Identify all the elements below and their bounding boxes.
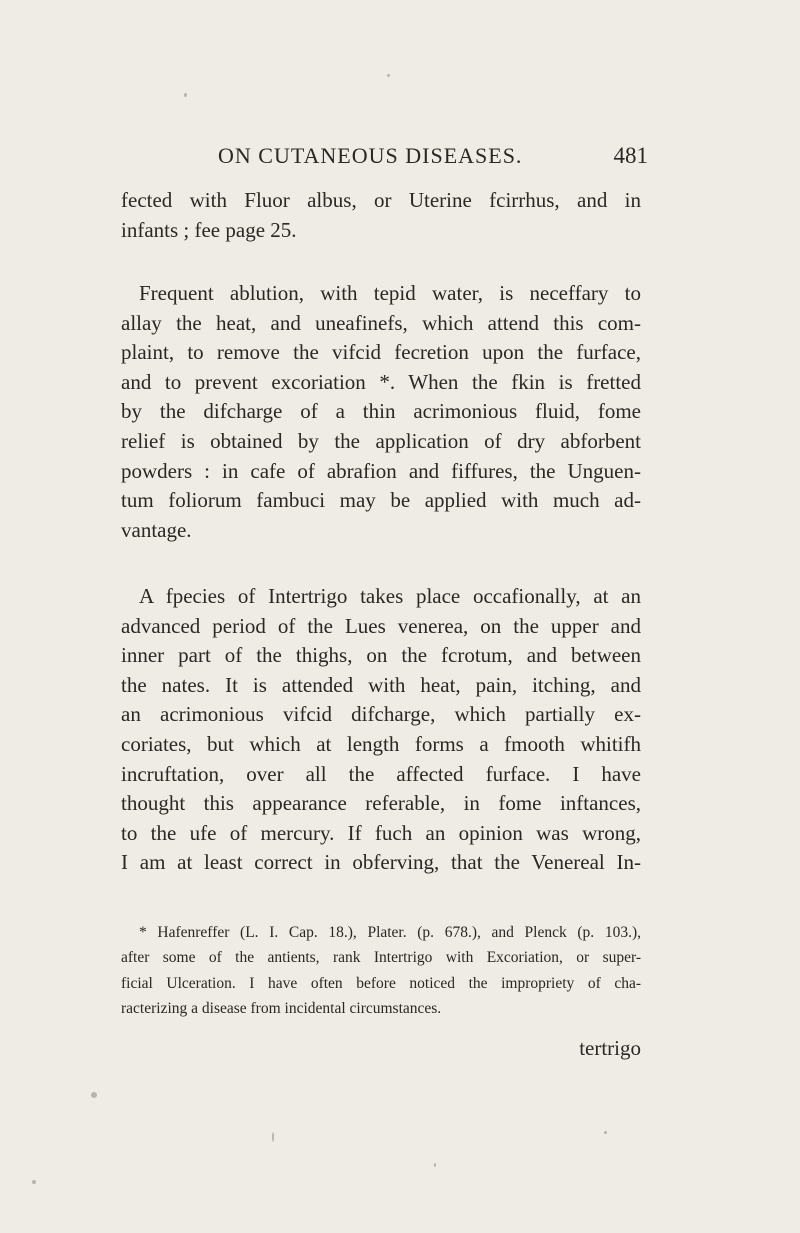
running-head: ON CUTANEOUS DISEASES.: [218, 143, 523, 168]
text-line: tum foliorum fambuci may be applied with much ad-: [121, 488, 641, 513]
text-line: fected with Fluor albus, or Uterine fcirrhus, and in: [121, 188, 641, 212]
text-line: inner part of the thighs, on the fcrotum, and between: [121, 643, 641, 668]
footnote: [121, 920, 641, 1021]
paper-speck: [604, 1131, 607, 1134]
text-line: incruftation, over all the affected furface. I have: [121, 761, 641, 786]
text-line: and to prevent excoriation *. When the fkin is fretted: [121, 369, 641, 394]
text-line: infants ; fee page 25.: [121, 217, 297, 242]
text-line: coriates, but which at length forms a fmooth whitifh: [121, 731, 641, 756]
paragraph-2: [121, 279, 641, 545]
text-line: Frequent ablution, with tepid water, is neceffary to: [139, 281, 641, 305]
text-line: by the difcharge of a thin acrimonious fluid, fome: [121, 399, 641, 424]
text-line: vantage.: [121, 517, 192, 542]
text-line: plaint, to remove the vifcid fecretion upon the furface,: [121, 340, 641, 365]
paper-speck: [184, 93, 187, 97]
text-line: allay the heat, and uneafinefs, which attend this com-: [121, 310, 641, 335]
text-line: A fpecies of Intertrigo takes place occafionally, at an: [139, 584, 641, 608]
text-line: I am at least correct in obferving, that the Venereal In-: [121, 850, 641, 875]
paper-speck: [387, 74, 390, 77]
paper-speck: [434, 1163, 436, 1167]
text-line: advanced period of the Lues venerea, on the upper and: [121, 613, 641, 638]
page-number: 481: [613, 143, 648, 168]
paper-speck: [91, 1092, 97, 1098]
paragraph-1: [121, 186, 641, 245]
paper-speck: [32, 1180, 36, 1184]
text-line: to the ufe of mercury. If fuch an opinion was wrong,: [121, 820, 641, 845]
text-line: an acrimonious vifcid difcharge, which partially ex-: [121, 702, 641, 727]
page-header: [218, 143, 648, 173]
text-line: thought this appearance referable, in fome inftances,: [121, 791, 641, 816]
catchword: tertrigo: [579, 1036, 641, 1060]
footnote-line: * Hafenreffer (L. I. Cap. 18.), Plater. (p. 678.), and Plenck (p. 103.),: [139, 924, 641, 941]
footnote-line: ficial Ulceration. I have often before noticed the impropriety of cha-: [121, 974, 641, 992]
text-line: relief is obtained by the application of dry abforbent: [121, 428, 641, 453]
text-line: powders : in cafe of abrafion and fiffures, the Unguen-: [121, 458, 641, 483]
paper-speck: [272, 1132, 274, 1142]
text-line: the nates. It is attended with heat, pain, itching, and: [121, 672, 641, 697]
footnote-line: after some of the antients, rank Intertrigo with Excoriation, or super-: [121, 949, 641, 967]
footnote-line: racterizing a disease from incidental circumstances.: [121, 999, 442, 1017]
paragraph-3: [121, 582, 641, 878]
